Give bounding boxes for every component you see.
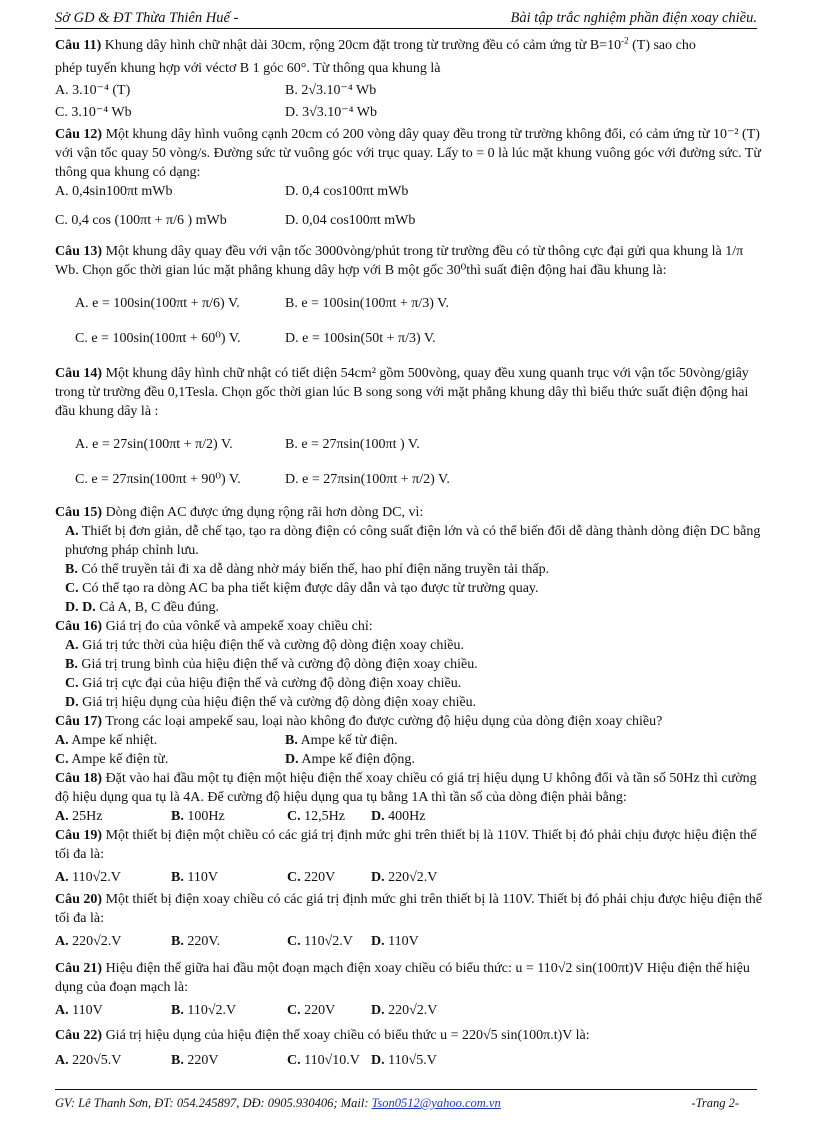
question-19-option-b: [171, 868, 287, 887]
question-18-title: Câu 18): [55, 771, 103, 786]
question-22-options: [55, 1051, 763, 1070]
question-19-option-a-label: A.: [55, 870, 69, 885]
question-16-option-a-label: A.: [65, 638, 79, 653]
question-17-option-d-label: D.: [285, 752, 299, 767]
question-16-text: Giá trị đo của vônkế và ampekế xoay chiều chỉ:: [102, 619, 373, 634]
question-19-option-b-label: B.: [171, 870, 184, 885]
question-20-title: Câu 20): [55, 892, 103, 907]
question-22-option-b-label: B.: [171, 1053, 184, 1068]
question-14-text: Một khung dây hình chữ nhật có tiết diện 54cm² gồm 500vòng, quay đều xung quanh trục với vận tốc 50vòng/giây trong từ trường đều 0,1Tesla. Chọn gốc thời gian lúc B song song với mặt phẳng khung dây thì biểu thức suất điện động hai đầu khung dây là :: [55, 366, 749, 419]
question-15-option-c-label: C.: [65, 581, 79, 596]
question-22-title: Câu 22): [55, 1028, 103, 1043]
question-22: [55, 1026, 763, 1045]
question-16-option-c-label: C.: [65, 676, 79, 691]
question-11-title: Câu 11): [55, 38, 102, 53]
question-21-option-d-text: 220√2.V: [384, 1003, 438, 1018]
question-16-option-c: [55, 674, 763, 693]
question-21-option-c: [287, 1001, 371, 1020]
question-19-options: [55, 868, 763, 887]
question-18-option-b-label: B.: [171, 809, 184, 824]
question-20-option-a-text: 220√2.V: [68, 934, 122, 949]
question-20-text: Một thiết bị điện xoay chiều có các giá trị định mức ghi trên thiết bị là 110V. Thiết bị đó phải chịu được hiệu điện thế tối đa là:: [55, 892, 763, 926]
question-22-option-d-label: D.: [371, 1053, 385, 1068]
question-12-options-row2: [55, 211, 763, 230]
question-15-title: Câu 15): [55, 505, 103, 520]
question-19-option-d-text: 220√2.V: [384, 870, 438, 885]
question-12-option-d2: D. 0,04 cos100πt mWb: [285, 213, 416, 228]
question-15-option-b-text: Có thể truyền tải đi xa dễ dàng nhờ máy biến thế, hao phí điện năng truyền tải thấp.: [77, 562, 550, 577]
header-left: Sở GD & ĐT Thừa Thiên Huế -: [55, 10, 239, 26]
question-20-option-c-text: 110√2.V: [300, 934, 353, 949]
question-20-option-a: [55, 932, 171, 951]
question-15-option-a: [55, 522, 763, 560]
question-15-option-b: [55, 560, 763, 579]
question-12-text: Một khung dây hình vuông cạnh 20cm có 200 vòng dây quay đều trong từ trường không đổi, có cảm ứng từ 10⁻² (T) với vận tốc quay 50 vòng/s. Đường sức từ vuông góc với trục quay. Lấy to = 0 là lúc mặt khung vuông góc với đường sức. Từ thông qua khung có dạng:: [55, 127, 761, 180]
question-21-option-b-text: 110√2.V: [183, 1003, 237, 1018]
question-13-title: Câu 13): [55, 244, 103, 259]
question-22-option-a-text: 220√5.V: [68, 1053, 122, 1068]
question-18-option-d-text: 400Hz: [384, 809, 426, 824]
question-17-option-a: [55, 731, 285, 750]
question-13-option-b: B. e = 100sin(100πt + π/3) V.: [285, 296, 449, 311]
question-22-option-d-text: 110√5.V: [384, 1053, 437, 1068]
question-18-option-c-text: 12,5Hz: [300, 809, 345, 824]
question-18-text: Đặt vào hai đầu một tụ điện một hiệu điện thế xoay chiều có giá trị hiệu dụng U không đổi và tần số 50Hz thì cường độ hiệu dụng qua tụ là 4A. Để cường độ hiệu dụng qua tụ bằng 1A thì tần số của dòng điện phải bằng:: [55, 771, 757, 805]
question-16-option-d-text: Giá trị hiệu dụng của hiệu điện thế và cường độ dòng điện xoay chiều.: [78, 695, 477, 710]
question-11-option-b: B. 2√3.10⁻⁴ Wb: [285, 83, 377, 98]
question-21-option-d: [371, 1001, 437, 1020]
question-20-option-b-text: 220V.: [183, 934, 221, 949]
question-17-options-row2: [55, 750, 763, 769]
document-body: [55, 36, 763, 1070]
question-14: [55, 364, 763, 421]
question-20-option-b: [171, 932, 287, 951]
question-17-option-c: [55, 750, 285, 769]
question-16-option-a: [55, 636, 763, 655]
question-19-option-c-label: C.: [287, 870, 301, 885]
question-16: [55, 617, 763, 636]
question-19-option-d: [371, 868, 437, 887]
page-header: [55, 6, 757, 29]
question-17-title: Câu 17): [55, 714, 103, 729]
question-17-option-d: [285, 750, 415, 769]
question-19-option-c-text: 220V: [300, 870, 336, 885]
question-18-option-a: [55, 807, 171, 826]
question-16-option-a-text: Giá trị tức thời của hiệu điện thế và cường độ dòng điện xoay chiều.: [78, 638, 464, 653]
footer-page-number: -Trang 2-: [691, 1096, 739, 1110]
question-17-option-b-label: B.: [285, 733, 298, 748]
question-18-option-b: [171, 807, 287, 826]
question-16-option-b-label: B.: [65, 657, 78, 672]
question-18: [55, 769, 763, 807]
question-21-option-b: [171, 1001, 287, 1020]
question-14-option-d: D. e = 27πsin(100πt + π/2) V.: [285, 472, 450, 487]
question-19-option-a: [55, 868, 171, 887]
question-20-option-d-label: D.: [371, 934, 385, 949]
question-11-options-row2: [55, 103, 763, 122]
question-18-option-a-text: 25Hz: [68, 809, 103, 824]
question-19-text: Một thiết bị điện một chiều có các giá trị định mức ghi trên thiết bị là 110V. Thiết bị đó phải chịu được hiệu điện thế tối đa là:: [55, 828, 757, 862]
question-15-option-d: [55, 598, 763, 617]
question-21-option-c-text: 220V: [300, 1003, 336, 1018]
question-19-title: Câu 19): [55, 828, 103, 843]
question-14-options-row1: [55, 435, 763, 454]
question-19-option-d-label: D.: [371, 870, 385, 885]
question-15-option-b-label: B.: [65, 562, 78, 577]
question-22-option-b: [171, 1051, 287, 1070]
question-20-option-a-label: A.: [55, 934, 69, 949]
question-21-option-d-label: D.: [371, 1003, 385, 1018]
question-15-option-a-label: A.: [65, 524, 79, 539]
question-17-text: Trong các loại ampekế sau, loại nào không đo được cường độ hiệu dụng của dòng điện xoay chiều?: [102, 714, 663, 729]
question-13-text: Một khung dây quay đều với vận tốc 3000vòng/phút trong từ trường đều có từ thông cực đại gửi qua khung là 1/π Wb. Chọn gốc thời gian lúc mặt phẳng khung dây hợp với B một gốc 30⁰thì suất điện động hai đầu khung là:: [55, 244, 744, 278]
question-11-line2: phép tuyến khung hợp với véctơ B 1 góc 60°. Từ thông qua khung là: [55, 61, 441, 76]
question-15: [55, 503, 763, 522]
question-20-option-d: [371, 932, 419, 951]
question-20-option-b-label: B.: [171, 934, 184, 949]
question-17-option-d-text: Ampe kế điện động.: [298, 752, 415, 767]
footer-contact-text: GV: Lê Thanh Sơn, ĐT: 054.245897, DĐ: 0905.930406; Mail:: [55, 1096, 372, 1110]
question-18-options: [55, 807, 763, 826]
question-17-options-row1: [55, 731, 763, 750]
question-22-option-c-text: 110√10.V: [300, 1053, 360, 1068]
question-18-option-d-label: D.: [371, 809, 385, 824]
question-19-option-b-text: 110V: [183, 870, 218, 885]
question-18-option-a-label: A.: [55, 809, 69, 824]
footer-contact: [55, 1096, 501, 1111]
question-17-option-c-label: C.: [55, 752, 69, 767]
question-14-title: Câu 14): [55, 366, 103, 381]
question-17-option-b-text: Ampe kế từ điện.: [297, 733, 398, 748]
question-21-options: [55, 1001, 763, 1020]
question-13-option-a: A. e = 100sin(100πt + π/6) V.: [75, 296, 240, 311]
question-22-option-c-label: C.: [287, 1053, 301, 1068]
question-16-option-d-label: D.: [65, 695, 79, 710]
question-18-option-c: [287, 807, 371, 826]
question-21-title: Câu 21): [55, 961, 103, 976]
question-15-option-a-text: Thiết bị đơn giản, dễ chế tạo, tạo ra dòng điện có công suất điện lớn và có thể biến đổi dễ dàng thành dòng điện DC bằng phương pháp chỉnh lưu.: [65, 524, 761, 558]
question-17-option-a-text: Ampe kế nhiệt.: [68, 733, 158, 748]
question-16-option-c-text: Giá trị cực đại của hiệu điện thế và cường độ dòng điện xoay chiều.: [78, 676, 462, 691]
question-13-option-c: C. e = 100sin(100πt + 60⁰) V.: [75, 331, 241, 346]
question-12-options-row1: [55, 182, 763, 201]
question-18-option-d: [371, 807, 425, 826]
question-11: [55, 36, 763, 55]
question-12: [55, 125, 763, 182]
question-22-option-a-label: A.: [55, 1053, 69, 1068]
question-16-option-d: [55, 693, 763, 712]
question-18-option-c-label: C.: [287, 809, 301, 824]
question-19: [55, 826, 763, 864]
question-15-option-c-text: Có thể tạo ra dòng AC ba pha tiết kiệm được dây dẫn và tạo được từ trường quay.: [78, 581, 539, 596]
question-14-option-b: B. e = 27πsin(100πt ) V.: [285, 437, 420, 452]
question-21: [55, 959, 763, 997]
question-16-title: Câu 16): [55, 619, 103, 634]
question-11-option-d: D. 3√3.10⁻⁴ Wb: [285, 105, 378, 120]
footer-email-link[interactable]: Tson0512@yahoo.com.vn: [371, 1096, 501, 1110]
question-14-options-row2: [55, 470, 763, 489]
question-12-option-c: C. 0,4 cos (100πt + π/6 ) mWb: [55, 213, 227, 228]
question-22-option-a: [55, 1051, 171, 1070]
question-17-option-c-text: Ampe kế điện từ.: [68, 752, 169, 767]
question-12-option-a: A. 0,4sin100πt mWb: [55, 184, 173, 199]
question-21-option-a: [55, 1001, 171, 1020]
question-12-option-d1: D. 0,4 cos100πt mWb: [285, 184, 409, 199]
question-21-option-c-label: C.: [287, 1003, 301, 1018]
question-15-text: Dòng điện AC được ứng dụng rộng rãi hơn dòng DC, vì:: [102, 505, 424, 520]
question-22-text: Giá trị hiệu dụng của hiệu điện thế xoay chiều có biểu thức u = 220√5 sin(100π.t)V là:: [102, 1028, 590, 1043]
question-11-options-row1: [55, 81, 763, 100]
question-17: [55, 712, 763, 731]
page-footer: [55, 1089, 757, 1114]
question-13-option-d: D. e = 100sin(50t + π/3) V.: [285, 331, 436, 346]
question-21-option-a-text: 110V: [68, 1003, 103, 1018]
question-12-title: Câu 12): [55, 127, 103, 142]
question-11-option-a: A. 3.10⁻⁴ (T): [55, 83, 131, 98]
question-13: [55, 242, 763, 280]
question-20-option-c: [287, 932, 371, 951]
question-20-options: [55, 932, 763, 951]
question-15-option-d-label: D. D.: [65, 600, 96, 615]
question-22-option-b-text: 220V: [183, 1053, 219, 1068]
question-15-option-c: [55, 579, 763, 598]
question-11-exponent: -2: [621, 35, 629, 46]
question-14-option-a: A. e = 27sin(100πt + π/2) V.: [75, 437, 233, 452]
question-16-option-b-text: Giá trị trung bình của hiệu điện thế và cường độ dòng điện xoay chiều.: [77, 657, 478, 672]
question-11-option-c: C. 3.10⁻⁴ Wb: [55, 105, 132, 120]
question-13-options-row1: [55, 294, 763, 313]
question-19-option-c: [287, 868, 371, 887]
question-11-text-b: (T) sao cho: [628, 38, 696, 53]
question-17-option-a-label: A.: [55, 733, 69, 748]
question-14-option-c: C. e = 27πsin(100πt + 90⁰) V.: [75, 472, 241, 487]
question-18-option-b-text: 100Hz: [183, 809, 225, 824]
question-22-option-d: [371, 1051, 437, 1070]
question-21-text: Hiệu điện thế giữa hai đầu một đoạn mạch điện xoay chiều có biểu thức: u = 110√2 sin(100πt)V Hiệu điện thế hiệu dụng của đoạn mạch là:: [55, 961, 750, 995]
question-15-option-d-text: Cả A, B, C đều đúng.: [95, 600, 220, 615]
question-21-option-b-label: B.: [171, 1003, 184, 1018]
question-20-option-c-label: C.: [287, 934, 301, 949]
question-20: [55, 890, 763, 928]
question-19-option-a-text: 110√2.V: [68, 870, 121, 885]
question-22-option-c: [287, 1051, 371, 1070]
question-20-option-d-text: 110V: [384, 934, 419, 949]
question-11-text-a: Khung dây hình chữ nhật dài 30cm, rộng 20cm đặt trong từ trường đều có cảm ứng từ B=10: [101, 38, 622, 53]
header-right: Bài tập trắc nghiệm phần điện xoay chiều.: [510, 10, 757, 26]
question-21-option-a-label: A.: [55, 1003, 69, 1018]
question-16-option-b: [55, 655, 763, 674]
question-17-option-b: [285, 731, 398, 750]
question-13-options-row2: [55, 329, 763, 348]
